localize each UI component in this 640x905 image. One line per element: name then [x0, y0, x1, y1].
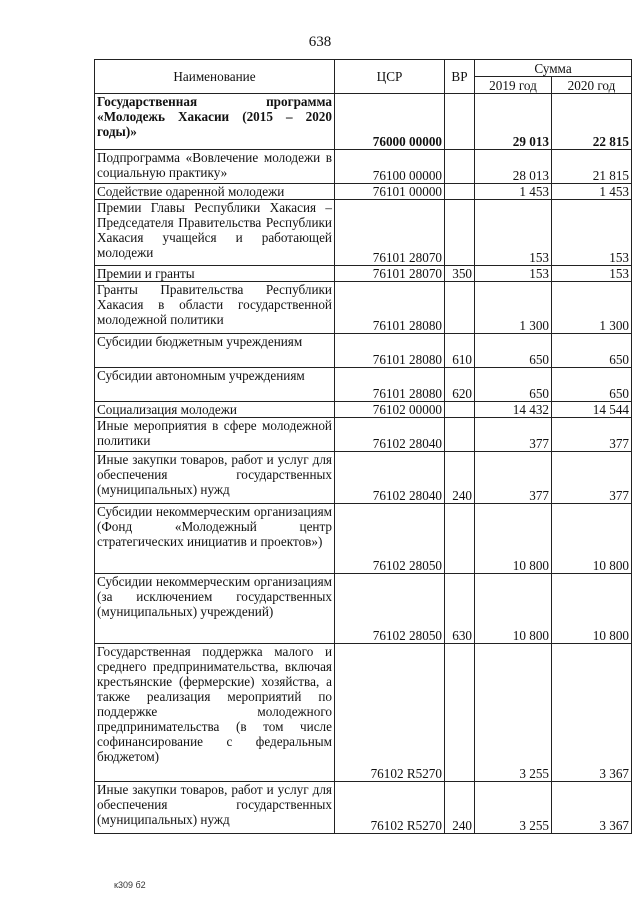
header-sum: Сумма: [475, 60, 632, 77]
header-year-2019: 2019 год: [475, 77, 552, 94]
row-csr: 76102 R5270: [335, 644, 445, 782]
row-sum-2020: 21 815: [552, 150, 632, 184]
budget-table: [94, 59, 632, 834]
row-vr: 630: [445, 574, 475, 644]
row-sum-2020: 1 453: [552, 184, 632, 200]
table-row: [95, 282, 632, 334]
row-sum-2019: 10 800: [475, 574, 552, 644]
row-sum-2020: 10 800: [552, 504, 632, 574]
row-name: Иные закупки товаров, работ и услуг для обеспечения государственных (муниципальных) нужд: [95, 782, 335, 834]
row-vr: 620: [445, 368, 475, 402]
row-csr: 76101 28080: [335, 282, 445, 334]
row-sum-2019: 29 013: [475, 94, 552, 150]
row-sum-2020: 3 367: [552, 782, 632, 834]
row-vr: [445, 184, 475, 200]
row-name: Подпрограмма «Вовлечение молодежи в социальную практику»: [95, 150, 335, 184]
row-csr: 76102 00000: [335, 402, 445, 418]
row-name: Содействие одаренной молодежи: [95, 184, 335, 200]
row-name: Субсидии некоммерческим организациям (Фонд «Молодежный центр стратегических инициатив и проектов»): [95, 504, 335, 574]
row-name: Государственная поддержка малого и среднего предпринимательства, включая крестьянские (фермерские) хозяйства, а также реализация мероприятий по поддержке молодежного предпринимательства (в том числе софинансирование с федеральным бюджетом): [95, 644, 335, 782]
row-vr: [445, 644, 475, 782]
row-csr: 76000 00000: [335, 94, 445, 150]
row-sum-2019: 650: [475, 334, 552, 368]
row-sum-2019: 1 453: [475, 184, 552, 200]
row-vr: 240: [445, 452, 475, 504]
header-name: Наименование: [95, 60, 335, 94]
row-name: Иные закупки товаров, работ и услуг для обеспечения государственных (муниципальных) нужд: [95, 452, 335, 504]
row-name: Социализация молодежи: [95, 402, 335, 418]
row-sum-2020: 1 300: [552, 282, 632, 334]
table-row: [95, 368, 632, 402]
row-vr: 610: [445, 334, 475, 368]
table-row: [95, 200, 632, 266]
table-body: [95, 94, 632, 834]
row-sum-2019: 10 800: [475, 504, 552, 574]
row-csr: 76101 00000: [335, 184, 445, 200]
footer-code: к309 б2: [114, 880, 146, 890]
row-vr: [445, 200, 475, 266]
row-vr: 240: [445, 782, 475, 834]
row-sum-2020: 377: [552, 418, 632, 452]
table-row: [95, 644, 632, 782]
table-row: [95, 418, 632, 452]
row-name: Субсидии бюджетным учреждениям: [95, 334, 335, 368]
row-vr: [445, 418, 475, 452]
row-vr: [445, 94, 475, 150]
row-sum-2020: 14 544: [552, 402, 632, 418]
row-sum-2019: 650: [475, 368, 552, 402]
table-row: [95, 504, 632, 574]
row-sum-2019: 28 013: [475, 150, 552, 184]
header-vr: ВР: [445, 60, 475, 94]
row-vr: [445, 402, 475, 418]
row-name: Государственная программа «Молодежь Хакасии (2015 – 2020 годы)»: [95, 94, 335, 150]
row-sum-2020: 22 815: [552, 94, 632, 150]
row-sum-2019: 153: [475, 266, 552, 282]
row-sum-2019: 3 255: [475, 644, 552, 782]
row-csr: 76101 28070: [335, 266, 445, 282]
row-vr: [445, 282, 475, 334]
header-year-2020: 2020 год: [552, 77, 632, 94]
row-sum-2019: 1 300: [475, 282, 552, 334]
table-row: [95, 150, 632, 184]
table-row: [95, 334, 632, 368]
row-csr: 76102 28050: [335, 574, 445, 644]
row-name: Гранты Правительства Республики Хакасия в области государственной молодежной политики: [95, 282, 335, 334]
row-vr: [445, 504, 475, 574]
table-row: [95, 782, 632, 834]
row-name: Премии и гранты: [95, 266, 335, 282]
row-sum-2020: 153: [552, 200, 632, 266]
row-csr: 76101 28080: [335, 334, 445, 368]
row-csr: 76102 28050: [335, 504, 445, 574]
row-sum-2020: 3 367: [552, 644, 632, 782]
row-sum-2020: 10 800: [552, 574, 632, 644]
table-row: [95, 452, 632, 504]
row-vr: 350: [445, 266, 475, 282]
row-csr: 76100 00000: [335, 150, 445, 184]
row-sum-2020: 377: [552, 452, 632, 504]
row-csr: 76101 28070: [335, 200, 445, 266]
row-sum-2020: 153: [552, 266, 632, 282]
row-sum-2019: 377: [475, 418, 552, 452]
page-number: 638: [308, 34, 332, 50]
row-sum-2019: 377: [475, 452, 552, 504]
row-csr: 76101 28080: [335, 368, 445, 402]
table-row: [95, 402, 632, 418]
row-name: Иные мероприятия в сфере молодежной политики: [95, 418, 335, 452]
row-sum-2019: 153: [475, 200, 552, 266]
row-csr: 76102 28040: [335, 418, 445, 452]
row-sum-2020: 650: [552, 334, 632, 368]
row-name: Премии Главы Республики Хакасия – Председателя Правительства Республики Хакасия учащейся и работающей молодежи: [95, 200, 335, 266]
row-sum-2020: 650: [552, 368, 632, 402]
row-name: Субсидии некоммерческим организациям (за исключением государственных (муниципальных) учреждений): [95, 574, 335, 644]
header-csr: ЦСР: [335, 60, 445, 94]
table-row: [95, 184, 632, 200]
table-row: [95, 574, 632, 644]
row-name: Субсидии автономным учреждениям: [95, 368, 335, 402]
row-sum-2019: 3 255: [475, 782, 552, 834]
row-sum-2019: 14 432: [475, 402, 552, 418]
table-row: [95, 94, 632, 150]
row-csr: 76102 R5270: [335, 782, 445, 834]
row-csr: 76102 28040: [335, 452, 445, 504]
table-row: [95, 266, 632, 282]
row-vr: [445, 150, 475, 184]
